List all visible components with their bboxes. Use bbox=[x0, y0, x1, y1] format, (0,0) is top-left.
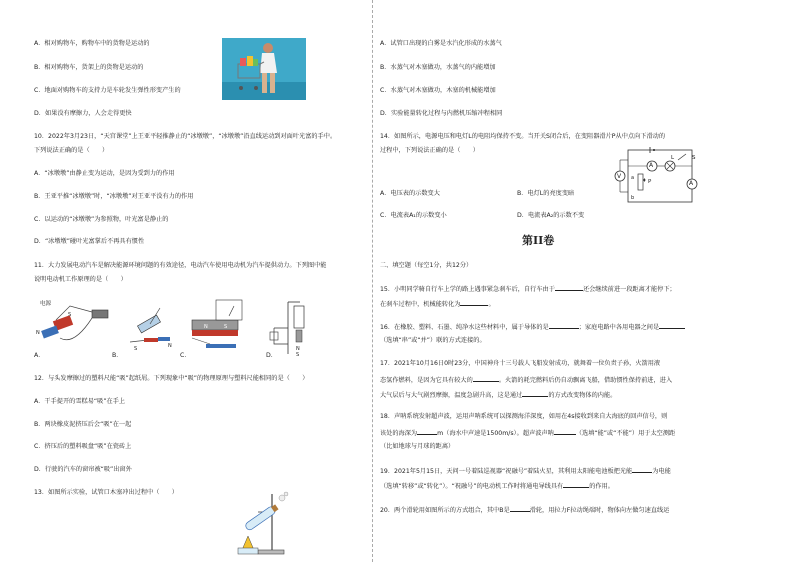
q17-line3-post: 的方式改变物体的内能。 bbox=[548, 392, 617, 399]
q14-option-a: A．电压表的示数变大 bbox=[380, 190, 440, 197]
q20-line1-pre: 20．两个滑轮用如图所示的方式组合，其中B是 bbox=[380, 507, 510, 514]
q15-blank-2[interactable] bbox=[460, 299, 488, 306]
column-divider bbox=[372, 0, 373, 562]
q13-option-b: B．水蒸气对木塞做功，水蒸气的内能增加 bbox=[380, 64, 496, 71]
q15-line2-pre: 在刹车过程中，机械能转化为 bbox=[380, 301, 461, 308]
q17-line1: 17．2021年10月16日0时23分，中国神舟十三号载人飞船发射成功，就舞着一位负责子孙，火箭用液 bbox=[380, 360, 661, 367]
q17-blank-1[interactable] bbox=[473, 375, 499, 382]
q13-test-tube-figure bbox=[228, 490, 298, 558]
q15-blank-1[interactable] bbox=[555, 284, 583, 291]
q10-option-b: B．王亚平推“冰墩墩”时，“冰墩墩”对王亚平没有力的作用 bbox=[34, 193, 194, 200]
q20-blank-1[interactable] bbox=[510, 505, 530, 512]
q9-option-d: D．如果没有摩擦力，人会走得更快 bbox=[34, 110, 132, 117]
q13-option-a: A．试管口出现的白雾是水汽化形成的水蒸气 bbox=[380, 40, 502, 47]
q10-stem-line2: 下列说法正确的是（ ） bbox=[34, 147, 109, 154]
q19-line2-pre: （选填“转移”或“转化”）。“祝融号”的电动机工作时将通电导线具有 bbox=[380, 483, 564, 490]
q15-line2-post: 。 bbox=[488, 301, 495, 308]
q16-line1-pre: 16．在橡胶、塑料、石墨、纯净水这些材料中，属于导体的是 bbox=[380, 324, 549, 331]
q16-line2: （选填“串”或“并”）联的方式连接的。 bbox=[380, 337, 486, 344]
q14-stem-line1: 14．如图所示，电源电压和电灯L的电阻均保持不变。当开关S闭合后，在变阻器滑片P从中点向下滑动的 bbox=[380, 133, 666, 140]
q11-fig-power-label: 电源 bbox=[40, 301, 52, 307]
q17-line2 bbox=[380, 375, 672, 385]
q9-option-b: B．相对购物车，货架上的货物是运动的 bbox=[34, 64, 144, 71]
q19-line2-post: 的作用。 bbox=[589, 483, 614, 490]
q18-line1: 18．声呐系统发射超声波，运用声呐系统可以探测海洋深度，如用在4s接收到来自大海底的回声信号，则 bbox=[380, 413, 668, 420]
q18-line2-pre: 该处的海深为 bbox=[380, 430, 418, 437]
q11-label-c: C． bbox=[180, 352, 191, 359]
q12-option-d: D．行驶的汽车的窗帘被“吸”出窗外 bbox=[34, 466, 132, 473]
circuit-label-a2: A bbox=[689, 180, 694, 187]
q15-line1 bbox=[380, 284, 676, 294]
q10-option-d: D．“冰墩墩”碰叶光富掌后不再具有惯性 bbox=[34, 238, 145, 245]
q11-figures bbox=[34, 298, 364, 360]
q17-line3-pre: 大气层后与大气剧烈摩擦，温度急剧升高，这是通过 bbox=[380, 392, 523, 399]
q18-line2-mid: m（海水中声速是1500m/s）。超声波声呐 bbox=[437, 430, 554, 437]
q14-stem-line2: 过程中，下列说法正确的是（ ） bbox=[380, 147, 479, 154]
q18-line3: （比如地球与月球的距离） bbox=[380, 443, 455, 450]
circuit-label-v: V bbox=[617, 173, 622, 180]
q20-line1 bbox=[380, 505, 669, 515]
q16-line1 bbox=[380, 322, 685, 332]
q14-option-b: B．电灯L的亮度变暗 bbox=[517, 190, 575, 197]
q11-figure-b bbox=[130, 308, 172, 352]
section-title: 第II卷 bbox=[522, 234, 555, 247]
q11-figure-c bbox=[192, 300, 242, 348]
q13-option-d: D．实验能量转化过程与内燃机压缩冲程相同 bbox=[380, 110, 503, 117]
q18-blank-2[interactable] bbox=[554, 428, 576, 435]
q11-label-b: B． bbox=[112, 352, 123, 359]
q18-line2-post: （选填“能”或“不能”）用于太空测距 bbox=[575, 430, 676, 437]
section-subtitle: 二、填空题（每空1分，共12分） bbox=[380, 262, 473, 269]
q11-label-a: A． bbox=[34, 352, 45, 359]
svg-text:N: N bbox=[204, 324, 208, 330]
circuit-label-l: L bbox=[671, 155, 675, 161]
q9-option-c: C．地面对购物车的支持力是车轮发生弹性形变产生的 bbox=[34, 87, 181, 94]
q16-blank-2[interactable] bbox=[659, 322, 685, 329]
q19-line1 bbox=[380, 466, 671, 476]
q16-blank-1[interactable] bbox=[549, 322, 579, 329]
right-column bbox=[380, 0, 794, 562]
q11-stem-line1: 11．大力发展电动汽车是解决能源环境问题的有效途径，电动汽车使用电动机为汽车提供动力。下列图中能 bbox=[34, 262, 327, 269]
q19-line2 bbox=[380, 481, 614, 491]
svg-text:S: S bbox=[296, 352, 300, 358]
circuit-label-a1: A bbox=[649, 162, 654, 169]
q15-line1-pre: 15．小明同学骑自行车上学的路上遇事紧急刹车后，自行车由于 bbox=[380, 286, 555, 293]
q18-line2 bbox=[380, 428, 675, 438]
svg-text:S: S bbox=[68, 312, 72, 318]
q14-circuit-diagram bbox=[612, 140, 702, 208]
q19-blank-1[interactable] bbox=[632, 466, 652, 473]
q13-option-c: C．水蒸气对木塞做功，木塞的机械能增加 bbox=[380, 87, 496, 94]
q10-option-c: C．以运动的“冰墩墩”为参照物，叶光富是静止的 bbox=[34, 216, 169, 223]
q12-option-a: A．干手提开的雪糕易“吸”在手上 bbox=[34, 398, 126, 405]
q10-stem-line1: 10．2022年3月23日，“天宫课堂”上王亚平轻推静止的“冰墩墩”，“冰墩墩”沿直线运动到对面叶光富的手中。 bbox=[34, 133, 337, 140]
q9-option-a: A．相对购物车，购物车中的货物是运动的 bbox=[34, 40, 150, 47]
q14-option-d: D．电流表A₂的示数不变 bbox=[517, 212, 585, 219]
q11-stem-line2: 说明电动机工作原理的是（ ） bbox=[34, 276, 127, 283]
q15-line1-post: 还会继续前进一段距离才能停下； bbox=[582, 286, 676, 293]
left-column bbox=[0, 0, 372, 562]
q17-line2-pre: 态氢作燃料，是因为它具有较大的 bbox=[380, 377, 473, 384]
q19-blank-2[interactable] bbox=[563, 481, 589, 488]
q16-line1-post: ；家庭电路中各用电器之间是 bbox=[578, 324, 660, 331]
svg-text:N: N bbox=[36, 330, 40, 336]
q14-option-c: C．电流表A₁的示数变小 bbox=[380, 212, 447, 219]
q12-option-b: B．两块橡皮泥挤压后会“吸”在一起 bbox=[34, 421, 132, 428]
q13-stem: 13．如图所示实验，试管口木塞冲出过程中（ ） bbox=[34, 489, 178, 496]
q10-option-a: A．“冰墩墩”由静止变为运动，是因为受到力的作用 bbox=[34, 170, 175, 177]
q12-stem: 12．与头发摩擦过的塑料尺能“吸”起纸屑。下列现象中“吸”的物理原理与塑料尺能相同的是（ ） bbox=[34, 375, 309, 382]
q15-line2 bbox=[380, 299, 495, 309]
q12-option-c: C．挤压后的塑料吸盘“吸”在瓷砖上 bbox=[34, 443, 132, 450]
circuit-label-p: P bbox=[648, 179, 652, 185]
q11-label-d: D． bbox=[266, 352, 277, 359]
q17-line3 bbox=[380, 390, 616, 400]
circuit-label-a: a bbox=[631, 175, 635, 181]
q19-line1-post: 为电能 bbox=[652, 468, 671, 475]
q11-figure-d bbox=[270, 302, 304, 358]
shopping-cart-photo bbox=[222, 38, 306, 100]
q17-line2-post: 。火箭的耗完燃料后仍自动飘离飞船，借助惯性保持前进，进入 bbox=[498, 377, 673, 384]
circuit-label-b: b bbox=[631, 195, 635, 201]
svg-text:S: S bbox=[224, 324, 228, 330]
q11-figure-a bbox=[36, 306, 108, 340]
q19-line1-pre: 19．2021年5月15日，天问一号着陆巡视器“祝融号”着陆火星，其利用太阳能电池板把光能 bbox=[380, 468, 633, 475]
q18-blank-1[interactable] bbox=[417, 428, 437, 435]
svg-text:N: N bbox=[296, 346, 300, 352]
svg-text:N: N bbox=[168, 343, 172, 349]
q17-blank-2[interactable] bbox=[522, 390, 548, 397]
circuit-label-s: S bbox=[692, 155, 696, 161]
q20-line1-post: 滑轮，用拉力F拉动绳端时，物体向左做匀速直线运 bbox=[529, 507, 670, 514]
svg-text:S: S bbox=[134, 346, 138, 352]
